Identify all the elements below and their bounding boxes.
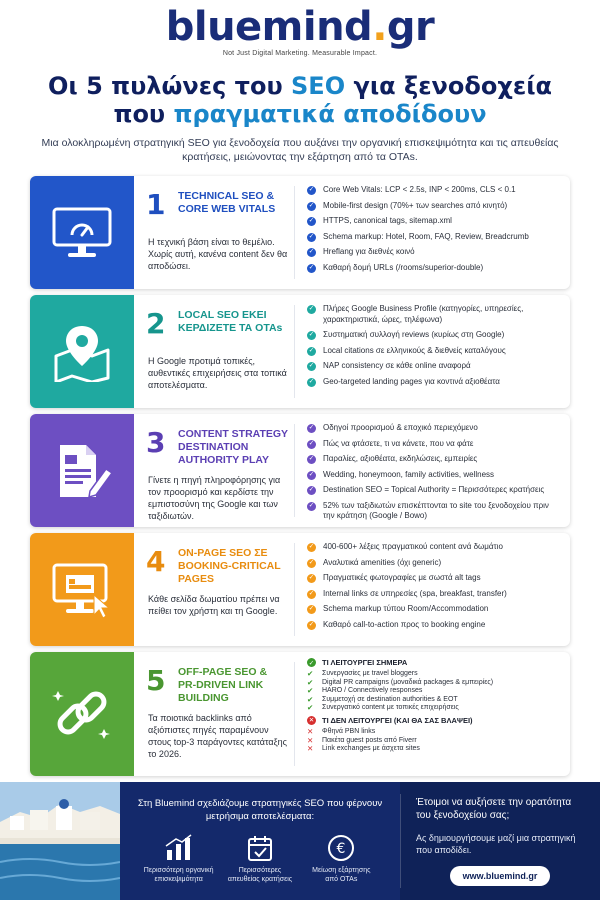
check-icon: ✓ bbox=[308, 543, 315, 551]
check-icon: ✓ bbox=[308, 455, 315, 463]
check-icon: ✓ bbox=[308, 305, 315, 313]
list-item: ✕ Link exchanges με άσχετα sites bbox=[307, 744, 420, 754]
list-item: ✓ Συστηματική συλλογή reviews (κυρίως στη Google) bbox=[308, 330, 505, 339]
pillar-checklist bbox=[295, 533, 570, 646]
title-highlight: SEO bbox=[291, 72, 346, 100]
list-item: ✓ Destination SEO = Topical Authority = Περισσότερες κρατήσεις bbox=[308, 485, 545, 494]
tagline: Not Just Digital Marketing. Measurable Impact. bbox=[222, 50, 378, 57]
title-text: που bbox=[113, 100, 174, 128]
check-icon: ✓ bbox=[308, 439, 315, 447]
pillar-description: Η Google προτιμά τοπικές, αυθεντικές επιχειρήσεις στα τοπικά αποτελέσματα. bbox=[148, 356, 287, 390]
list-item: ✓ Καθαρή δομή URLs (/rooms/superior-double) bbox=[308, 262, 484, 272]
title-highlight: πραγματικά αποδίδουν bbox=[173, 100, 487, 128]
check-icon: ✓ bbox=[308, 201, 315, 209]
pillar-title: CONTENT STRATEGY DESTINATION AUTHORITY PLAY bbox=[178, 428, 288, 466]
document-pen-icon bbox=[30, 414, 134, 527]
pillar-title: ON-PAGE SEO ΣΕ BOOKING-CRITICAL PAGES bbox=[178, 547, 281, 585]
logo-main: bluemind bbox=[165, 4, 373, 50]
pillar-number: 5 bbox=[146, 664, 166, 697]
pillar-checklist bbox=[295, 414, 570, 527]
logo-tld: gr bbox=[386, 4, 435, 50]
monitor-bed-cursor-icon bbox=[30, 533, 134, 646]
calendar-check-icon bbox=[225, 833, 295, 863]
pillar-card bbox=[30, 652, 570, 776]
title-text: Οι 5 πυλώνες του bbox=[47, 72, 292, 100]
check-icon: ✓ bbox=[308, 620, 315, 628]
pillar-card bbox=[30, 176, 570, 289]
cross-icon: ✕ bbox=[308, 717, 315, 725]
check-icon: ✓ bbox=[308, 331, 315, 339]
list-item: ✕ Πακέτα guest posts από Fiverr bbox=[307, 735, 417, 745]
brand-header bbox=[0, 0, 600, 62]
list-item: ✓ 400-600+ λέξεις πραγματικού content ανά δωμάτιο bbox=[308, 542, 503, 551]
list-item: ✔ Συνεργασίες με travel bloggers bbox=[307, 669, 418, 678]
pillar-checklist bbox=[295, 652, 570, 776]
list-item: ✓ Hreflang για διεθνές κοινό bbox=[308, 247, 415, 256]
check-icon: ✓ bbox=[308, 248, 315, 256]
cross-icon: ✕ bbox=[307, 744, 314, 754]
list-item: ✓ Geo-targeted landing pages για κοντινά αξιοθέατα bbox=[308, 376, 500, 386]
check-icon: ✓ bbox=[308, 558, 315, 566]
euro-coin-icon bbox=[306, 833, 376, 863]
list-item: ✓ 52% των ταξιδιωτών επισκέπτονται το site του ξενοδοχείου πριν την κράτηση (Google / Bowo) bbox=[308, 500, 549, 520]
list-item: ✓ Πραγματικές φωτογραφίες με σωστά alt tags bbox=[308, 573, 481, 582]
stat-item bbox=[306, 833, 376, 884]
page-title bbox=[0, 72, 600, 128]
check-icon: ✔ bbox=[307, 694, 314, 704]
check-icon: ✓ bbox=[308, 232, 315, 240]
pillar-title: OFF-PAGE SEO & PR-DRIVEN LINK BUILDING bbox=[178, 666, 268, 704]
cross-icon: ✕ bbox=[307, 726, 314, 736]
list-item: ✔ Digital PR campaigns (μοναδικά packages & εμπειρίες) bbox=[307, 677, 494, 687]
footer-intro: Στη Bluemind σχεδιάζουμε στρατηγικές SEO που φέρνουν μετρήσιμα αποτελέσματα: bbox=[137, 798, 383, 822]
check-icon: ✔ bbox=[307, 669, 314, 678]
list-item: ✓ Καθαρό call-to-action προς το booking engine bbox=[308, 619, 486, 629]
map-pin-icon bbox=[30, 295, 134, 408]
list-item: ✓ Schema markup τύπου Room/Accommodation bbox=[308, 604, 489, 613]
works-list bbox=[307, 670, 562, 713]
logo-dot: . bbox=[372, 4, 387, 50]
list-item: ✓ Πώς να φτάσετε, τι να κάνετε, που να φάτε bbox=[308, 438, 474, 448]
footer-stats bbox=[130, 833, 390, 884]
cta-title: Έτοιμοι να αυξήσετε την ορατότητα του ξενοδοχείου σας; bbox=[416, 797, 572, 821]
list-item: ✓ Παραλίες, αξιοθέατα, εκδηλώσεις, εμπειρίες bbox=[308, 454, 478, 463]
cta-text: Ας δημιουργήσουμε μαζί μια στρατηγική που αποδίδει. bbox=[416, 833, 576, 855]
list-item: ✓ Mobile-first design (70%+ των searches από κινητό) bbox=[308, 200, 508, 210]
pillars-list bbox=[30, 176, 570, 782]
pillar-description: Κάθε σελίδα δωματίου πρέπει να πείθει τον χρήστη και τη Google. bbox=[148, 594, 280, 616]
list-item: ✓ Schema markup: Hotel, Room, FAQ, Review, Breadcrumb bbox=[308, 231, 529, 241]
footer-banner bbox=[0, 782, 600, 900]
stat-label: Περισσότερη οργανική επισκεψιμότητα bbox=[143, 867, 214, 883]
check-icon: ✔ bbox=[307, 677, 314, 687]
list-item: ✔ HARO / Connectively responses bbox=[307, 686, 423, 696]
pillar-number: 2 bbox=[146, 307, 166, 340]
footer-cta bbox=[400, 782, 600, 900]
chain-link-icon bbox=[30, 652, 134, 776]
list-item: ✓ Wedding, honeymoon, family activities, wellness bbox=[308, 469, 495, 479]
check-icon: ✓ bbox=[308, 605, 315, 613]
check-icon: ✓ bbox=[308, 486, 315, 494]
page-subtitle: Μια ολοκληρωμένη στρατηγική SEO για ξενοδοχεία που αυξάνει την οργανική επισκεψιμότητα και τις απευθείας κρατήσεις, μειώνοντας την εξάρτηση από τα OTAs. bbox=[41, 137, 559, 163]
pillar-description: Η τεχνική βάση είναι το θεμέλιο. Χωρίς αυτή, κανένα content δεν θα αποδώσει. bbox=[148, 237, 288, 271]
check-icon: ✓ bbox=[308, 346, 315, 354]
pillar-title: TECHNICAL SEO & CORE WEB VITALS bbox=[178, 190, 276, 215]
check-icon: ✓ bbox=[308, 574, 315, 582]
list-item: ✓ NAP consistency σε κάθε online αναφορά bbox=[308, 361, 471, 370]
check-icon: ✓ bbox=[308, 470, 315, 478]
check-icon: ✔ bbox=[307, 703, 314, 713]
title-text: για ξενοδοχεία bbox=[345, 72, 553, 100]
pillar-checklist bbox=[295, 295, 570, 408]
stat-item bbox=[144, 833, 214, 884]
footer-results bbox=[120, 782, 400, 900]
stat-item bbox=[225, 833, 295, 884]
pillar-number: 3 bbox=[146, 426, 166, 459]
cross-icon: ✕ bbox=[307, 735, 314, 745]
pillar-description: Τα ποιοτικά backlinks από αξιόπιστες πηγές παραμένουν στους top-3 παράγοντες κατάταξης το 2026. bbox=[148, 713, 288, 759]
avoid-heading: ✕ ΤΙ ΔΕΝ ΛΕΙΤΟΥΡΓΕΙ (ΚΑΙ ΘΑ ΣΑΣ ΒΛΑΨΕΙ) bbox=[308, 715, 473, 725]
pillar-checklist bbox=[295, 176, 570, 289]
list-item: ✓ Πλήρες Google Business Profile (κατηγορίες, υπηρεσίες, χαρακτηριστικά, ώρες, τηλέφωνα) bbox=[308, 304, 524, 324]
avoid-list bbox=[307, 728, 562, 754]
monitor-speedometer-icon bbox=[30, 176, 134, 289]
bar-chart-icon bbox=[144, 833, 214, 863]
check-icon: ✓ bbox=[308, 362, 315, 370]
stat-label: Περισσότερες απευθείας κρατήσεις bbox=[227, 867, 293, 883]
list-item: ✓ HTTPS, canonical tags, sitemap.xml bbox=[308, 216, 452, 225]
list-item: ✓ Αναλυτικά amenities (όχι generic) bbox=[308, 557, 442, 567]
list-item: ✓ Οδηγοί προορισμού & εποχικό περιεχόμενο bbox=[308, 423, 478, 432]
check-icon: ✓ bbox=[308, 217, 315, 225]
check-icon: ✓ bbox=[308, 263, 315, 271]
pillar-card bbox=[30, 414, 570, 527]
list-item: ✔ Συνεργατικό content με τοπικές επιχειρήσεις bbox=[307, 703, 459, 713]
check-icon: ✓ bbox=[308, 659, 315, 667]
pillar-description: Γίνετε η πηγή πληροφόρησης για τον προορισμό και κερδίστε την εμπιστοσύνη της Google και των ταξιδιωτών. bbox=[148, 475, 281, 521]
list-item: ✓ Internal links σε υπηρεσίες (spa, breakfast, transfer) bbox=[308, 588, 507, 598]
check-icon: ✓ bbox=[308, 589, 315, 597]
check-icon: ✓ bbox=[308, 186, 315, 194]
logo[interactable] bbox=[0, 6, 600, 48]
list-item: ✓ Core Web Vitals: LCP < 2.5s, INP < 200ms, CLS < 0.1 bbox=[308, 185, 516, 194]
check-icon: ✔ bbox=[307, 686, 314, 696]
stat-label: Μείωση εξάρτησης από OTAs bbox=[312, 867, 371, 883]
list-item: ✕ Φθηνά PBN links bbox=[307, 726, 376, 736]
pillar-number: 4 bbox=[146, 545, 166, 578]
check-icon: ✓ bbox=[308, 501, 315, 509]
pillar-card bbox=[30, 533, 570, 646]
pillar-title: LOCAL SEO ΕΚΕΙ ΚΕΡΔΙΖΕΤΕ ΤΑ OTAs bbox=[178, 309, 283, 334]
list-item: ✓ Local citations σε ελληνικούς & διεθνείς καταλόγους bbox=[308, 345, 506, 355]
works-heading: ✓ ΤΙ ΛΕΙΤΟΥΡΓΕΙ ΣΗΜΕΡΑ bbox=[308, 658, 408, 667]
check-icon: ✓ bbox=[308, 377, 315, 385]
pillar-card bbox=[30, 295, 570, 408]
hotel-pool-photo bbox=[0, 782, 120, 900]
website-button[interactable]: www.bluemind.gr bbox=[450, 866, 550, 886]
check-icon: ✓ bbox=[308, 424, 315, 432]
svg-text:€: € bbox=[336, 841, 346, 857]
list-item: ✔ Συμμετοχή σε destination authorities & EOT bbox=[307, 694, 458, 704]
pillar-number: 1 bbox=[146, 188, 166, 221]
